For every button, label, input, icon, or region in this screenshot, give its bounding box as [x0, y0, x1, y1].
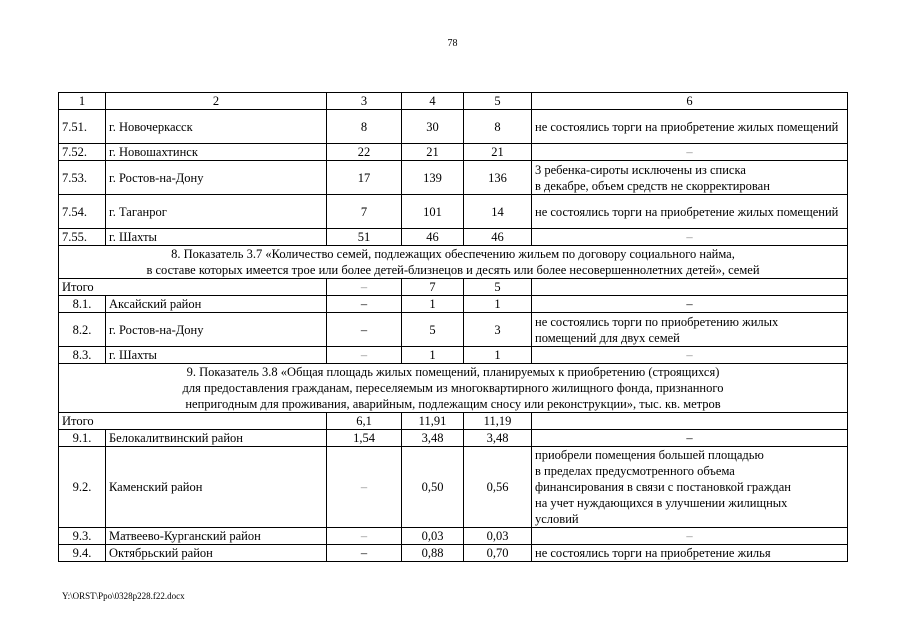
row-note: –	[532, 144, 848, 161]
cell-c4: 0,03	[402, 528, 464, 545]
note-line: в пределах предусмотренного объема	[535, 464, 735, 478]
row-name: Белокалитвинский район	[106, 430, 327, 447]
row-number: 8.2.	[59, 313, 106, 347]
row-number: 7.52.	[59, 144, 106, 161]
row-note: не состоялись торги на приобретение жилых помещений	[532, 110, 848, 144]
cell-c5: 0,03	[464, 528, 532, 545]
cell-c3: –	[327, 528, 402, 545]
section-9-heading	[59, 364, 848, 413]
cell-c5: 5	[464, 279, 532, 296]
cell-c5: 3,48	[464, 430, 532, 447]
cell-c3: –	[327, 296, 402, 313]
note-line: помещений для двух семей	[535, 330, 680, 345]
row-number: 7.53.	[59, 161, 106, 195]
row-number: 9.4.	[59, 545, 106, 562]
cell-c5: 3	[464, 313, 532, 347]
total-label: Итого	[59, 279, 327, 296]
note-line: приобрели помещения большей площадью	[535, 448, 764, 462]
cell-c5: 0,56	[464, 447, 532, 528]
row-name: Матвеево-Курганский район	[106, 528, 327, 545]
cell-c3: –	[327, 447, 402, 528]
cell-c3: 1,54	[327, 430, 402, 447]
row-note: не состоялись торги на приобретение жилья	[532, 545, 848, 562]
row-note: не состоялись торги на приобретение жилых помещений	[532, 195, 848, 229]
table-row	[59, 161, 848, 195]
cell-c4: 7	[402, 279, 464, 296]
section-line: в составе которых имеется трое или более детей-близнецов и десять или более несовершеннолетних детей», семей	[146, 263, 760, 277]
cell-c5: 46	[464, 229, 532, 246]
row-note	[532, 413, 848, 430]
cell-c5: 136	[464, 161, 532, 195]
cell-c4: 101	[402, 195, 464, 229]
cell-c5: 0,70	[464, 545, 532, 562]
table-row	[59, 347, 848, 364]
header-row	[59, 93, 848, 110]
row-note	[532, 279, 848, 296]
cell-c5: 1	[464, 347, 532, 364]
row-note	[532, 161, 848, 195]
cell-c4: 139	[402, 161, 464, 195]
cell-c3: 22	[327, 144, 402, 161]
row-name: Октябрьский район	[106, 545, 327, 562]
row-name: г. Шахты	[106, 229, 327, 246]
cell-c3: 7	[327, 195, 402, 229]
section-line: 8. Показатель 3.7 «Количество семей, подлежащих обеспечению жильем по договору социального найма,	[171, 247, 735, 261]
note-line: не состоялись торги по приобретению жилых	[535, 314, 779, 329]
note-line: 3 ребенка-сироты исключены из списка	[535, 162, 746, 177]
total-row	[59, 279, 848, 296]
total-label: Итого	[59, 413, 327, 430]
row-number: 8.3.	[59, 347, 106, 364]
row-number: 7.55.	[59, 229, 106, 246]
header-cell: 2	[106, 93, 327, 110]
row-number: 9.3.	[59, 528, 106, 545]
cell-c5: 8	[464, 110, 532, 144]
cell-c4: 0,50	[402, 447, 464, 528]
cell-c5: 14	[464, 195, 532, 229]
total-row	[59, 413, 848, 430]
table-row	[59, 296, 848, 313]
page-number: 78	[447, 38, 458, 49]
cell-c4: 30	[402, 110, 464, 144]
header-cell: 5	[464, 93, 532, 110]
row-note	[532, 313, 848, 347]
row-number: 7.51.	[59, 110, 106, 144]
cell-c3: 51	[327, 229, 402, 246]
note-line: условий	[535, 512, 579, 526]
cell-c4: 21	[402, 144, 464, 161]
row-name: г. Ростов-на-Дону	[106, 313, 327, 347]
row-note: –	[532, 528, 848, 545]
cell-c4: 0,88	[402, 545, 464, 562]
row-note: –	[532, 296, 848, 313]
cell-c3: –	[327, 279, 402, 296]
header-cell: 6	[532, 93, 848, 110]
cell-c4: 3,48	[402, 430, 464, 447]
cell-c4: 11,91	[402, 413, 464, 430]
row-name: г. Таганрог	[106, 195, 327, 229]
row-name: г. Ростов-на-Дону	[106, 161, 327, 195]
table-row	[59, 313, 848, 347]
table-row	[59, 144, 848, 161]
file-path-footer: Y:\ORST\Ppo\0328p228.f22.docx	[62, 591, 185, 601]
row-name: Аксайский район	[106, 296, 327, 313]
section-8-heading	[59, 246, 848, 279]
row-number: 9.1.	[59, 430, 106, 447]
cell-c5: 21	[464, 144, 532, 161]
row-name: Каменский район	[106, 447, 327, 528]
cell-c5: 11,19	[464, 413, 532, 430]
cell-c3: –	[327, 347, 402, 364]
table-row	[59, 229, 848, 246]
row-number: 8.1.	[59, 296, 106, 313]
section-heading-row	[59, 364, 848, 413]
table-row	[59, 545, 848, 562]
header-cell: 4	[402, 93, 464, 110]
header-cell: 3	[327, 93, 402, 110]
row-name: г. Новочеркасск	[106, 110, 327, 144]
note-line: в декабре, объем средств не скорректирован	[535, 178, 770, 193]
section-line: для предоставления гражданам, переселяемым из многоквартирного жилищного фонда, признанного	[182, 381, 724, 395]
table-row	[59, 447, 848, 528]
cell-c5: 1	[464, 296, 532, 313]
report-table	[58, 92, 848, 562]
row-note: –	[532, 229, 848, 246]
cell-c4: 1	[402, 347, 464, 364]
section-heading-row	[59, 246, 848, 279]
section-line: 9. Показатель 3.8 «Общая площадь жилых помещений, планируемых к приобретению (строящихся)	[186, 365, 720, 379]
row-number: 9.2.	[59, 447, 106, 528]
row-number: 7.54.	[59, 195, 106, 229]
cell-c3: 17	[327, 161, 402, 195]
row-note	[532, 447, 848, 528]
cell-c4: 5	[402, 313, 464, 347]
cell-c4: 1	[402, 296, 464, 313]
note-line: на учет нуждающихся в улучшении жилищных	[535, 496, 788, 510]
cell-c4: 46	[402, 229, 464, 246]
cell-c3: 6,1	[327, 413, 402, 430]
row-note: –	[532, 347, 848, 364]
note-line: финансирования в связи с постановкой граждан	[535, 480, 791, 494]
cell-c3: –	[327, 545, 402, 562]
header-cell: 1	[59, 93, 106, 110]
table-row	[59, 528, 848, 545]
table-row	[59, 430, 848, 447]
row-note: –	[532, 430, 848, 447]
cell-c3: –	[327, 313, 402, 347]
section-line: непригодным для проживания, аварийным, подлежащим сносу или реконструкции», тыс. кв. метров	[185, 397, 721, 411]
table-row	[59, 110, 848, 144]
row-name: г. Новошахтинск	[106, 144, 327, 161]
table-row	[59, 195, 848, 229]
row-name: г. Шахты	[106, 347, 327, 364]
cell-c3: 8	[327, 110, 402, 144]
